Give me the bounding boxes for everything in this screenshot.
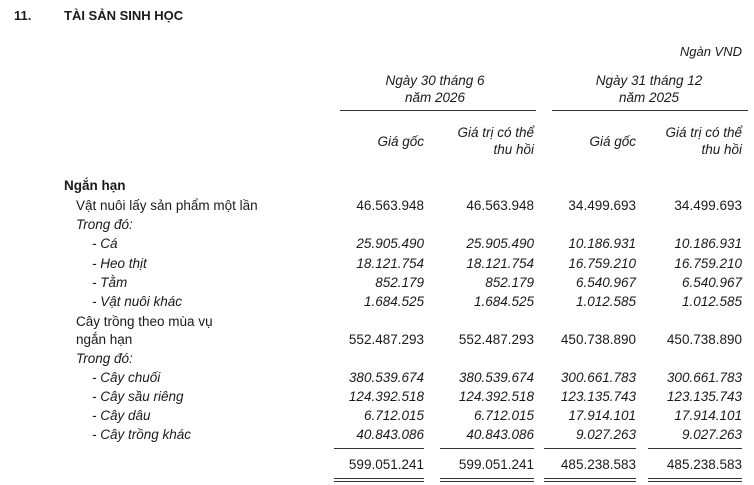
row-label: - Cây sầu riêng: [92, 389, 184, 404]
value-recoverable-2026: 25.905.490: [466, 236, 534, 251]
table-row: [0, 332, 754, 351]
period-2025-line2: năm 2025: [618, 90, 680, 105]
table-row: [0, 198, 754, 217]
period-2026-line2: năm 2026: [404, 90, 466, 105]
total-recoverable-2026: 599.051.241: [458, 457, 534, 472]
value-cost-2026: 552.487.293: [348, 332, 424, 347]
row-label: - Cá: [92, 236, 118, 251]
row-label: Trong đó:: [76, 217, 133, 232]
table-row: [0, 275, 754, 294]
period-2025-line1: Ngày 31 tháng 12: [595, 73, 703, 88]
col-header-line1: Giá trị có thể: [457, 125, 534, 140]
value-cost-2025: 300.661.783: [560, 370, 636, 385]
table-row: [0, 256, 754, 275]
value-cost-2025: 34.499.693: [568, 198, 636, 213]
total-rule: [648, 448, 742, 449]
row-label: Cây trồng theo mùa vụ: [76, 314, 213, 329]
value-recoverable-2026: 552.487.293: [458, 332, 534, 347]
col-header-line2: thu hồi: [493, 142, 534, 157]
table-row: [0, 178, 754, 197]
value-recoverable-2026: 40.843.086: [466, 427, 534, 442]
value-cost-2025: 1.012.585: [575, 294, 636, 309]
section-number: 11.: [14, 8, 32, 23]
value-cost-2025: 17.914.101: [568, 408, 636, 423]
period-2025-rule: [552, 110, 748, 111]
row-label: - Tằm: [92, 275, 128, 290]
value-cost-2026: 1.684.525: [363, 294, 424, 309]
row-label: Trong đó:: [76, 351, 133, 366]
value-recoverable-2025: 450.738.890: [666, 332, 742, 347]
period-2026-header: [330, 72, 540, 106]
double-rule: [440, 478, 534, 479]
col-header-line1: Giá gốc: [589, 134, 636, 149]
col-header-recoverable-2025: [638, 124, 742, 158]
value-cost-2026: 25.905.490: [356, 236, 424, 251]
value-cost-2025: 10.186.931: [568, 236, 636, 251]
double-rule: [648, 481, 742, 482]
value-cost-2026: 124.392.518: [348, 389, 424, 404]
value-cost-2025: 9.027.263: [575, 427, 636, 442]
value-cost-2026: 852.179: [375, 275, 424, 290]
total-cost-2025: 485.238.583: [560, 457, 636, 472]
table-row: [0, 389, 754, 408]
value-recoverable-2025: 123.135.743: [666, 389, 742, 404]
table-row: [0, 408, 754, 427]
total-rule: [334, 448, 424, 449]
table-row: [0, 427, 754, 446]
table-row: [0, 370, 754, 389]
unit-label: Ngàn VND: [679, 44, 742, 59]
total-rule: [440, 448, 534, 449]
table-row: [0, 351, 754, 370]
value-cost-2026: 18.121.754: [356, 256, 424, 271]
row-label: - Vật nuôi khác: [92, 294, 183, 309]
value-recoverable-2025: 34.499.693: [674, 198, 742, 213]
col-header-line1: Giá trị có thể: [665, 125, 742, 140]
value-cost-2026: 380.539.674: [348, 370, 424, 385]
total-cost-2026: 599.051.241: [348, 457, 424, 472]
value-recoverable-2025: 6.540.967: [681, 275, 742, 290]
double-rule: [544, 478, 636, 479]
value-recoverable-2026: 46.563.948: [466, 198, 534, 213]
value-recoverable-2025: 16.759.210: [674, 256, 742, 271]
double-rule: [334, 478, 424, 479]
total-row: [0, 457, 754, 476]
period-2026-line1: Ngày 30 tháng 6: [385, 73, 485, 88]
row-label: - Cây dâu: [92, 408, 151, 423]
value-recoverable-2025: 300.661.783: [666, 370, 742, 385]
table-row: [0, 294, 754, 313]
table-row: [0, 314, 754, 333]
row-label: Vật nuôi lấy sản phẩm một lần: [76, 198, 258, 213]
table-row: [0, 217, 754, 236]
value-recoverable-2025: 1.012.585: [681, 294, 742, 309]
value-recoverable-2026: 1.684.525: [473, 294, 534, 309]
value-cost-2025: 450.738.890: [560, 332, 636, 347]
value-cost-2026: 46.563.948: [356, 198, 424, 213]
double-rule: [648, 478, 742, 479]
table-row: [0, 236, 754, 255]
row-label: - Cây chuối: [92, 370, 161, 385]
col-header-cost-2025: [540, 133, 636, 150]
value-recoverable-2026: 6.712.015: [473, 408, 534, 423]
value-cost-2026: 6.712.015: [363, 408, 424, 423]
row-label: - Cây trồng khác: [92, 427, 192, 442]
total-rule: [544, 448, 636, 449]
value-cost-2025: 123.135.743: [560, 389, 636, 404]
double-rule: [544, 481, 636, 482]
period-2026-rule: [340, 110, 536, 111]
value-recoverable-2026: 380.539.674: [458, 370, 534, 385]
value-cost-2025: 16.759.210: [568, 256, 636, 271]
row-label: ngắn hạn: [76, 332, 133, 347]
section-title: TÀI SẢN SINH HỌC: [64, 8, 184, 23]
value-recoverable-2026: 18.121.754: [466, 256, 534, 271]
double-rule: [440, 481, 534, 482]
total-recoverable-2025: 485.238.583: [666, 457, 742, 472]
col-header-line1: Giá gốc: [377, 134, 424, 149]
value-cost-2026: 40.843.086: [356, 427, 424, 442]
row-label: Ngắn hạn: [64, 178, 126, 193]
col-header-line2: thu hồi: [701, 142, 742, 157]
col-header-recoverable-2026: [430, 124, 534, 158]
value-recoverable-2026: 124.392.518: [458, 389, 534, 404]
double-rule: [334, 481, 424, 482]
value-recoverable-2025: 17.914.101: [674, 408, 742, 423]
value-cost-2025: 6.540.967: [575, 275, 636, 290]
col-header-cost-2026: [330, 133, 424, 150]
row-label: - Heo thịt: [92, 256, 147, 271]
value-recoverable-2025: 9.027.263: [681, 427, 742, 442]
value-recoverable-2026: 852.179: [485, 275, 534, 290]
period-2025-header: [544, 72, 754, 106]
value-recoverable-2025: 10.186.931: [674, 236, 742, 251]
